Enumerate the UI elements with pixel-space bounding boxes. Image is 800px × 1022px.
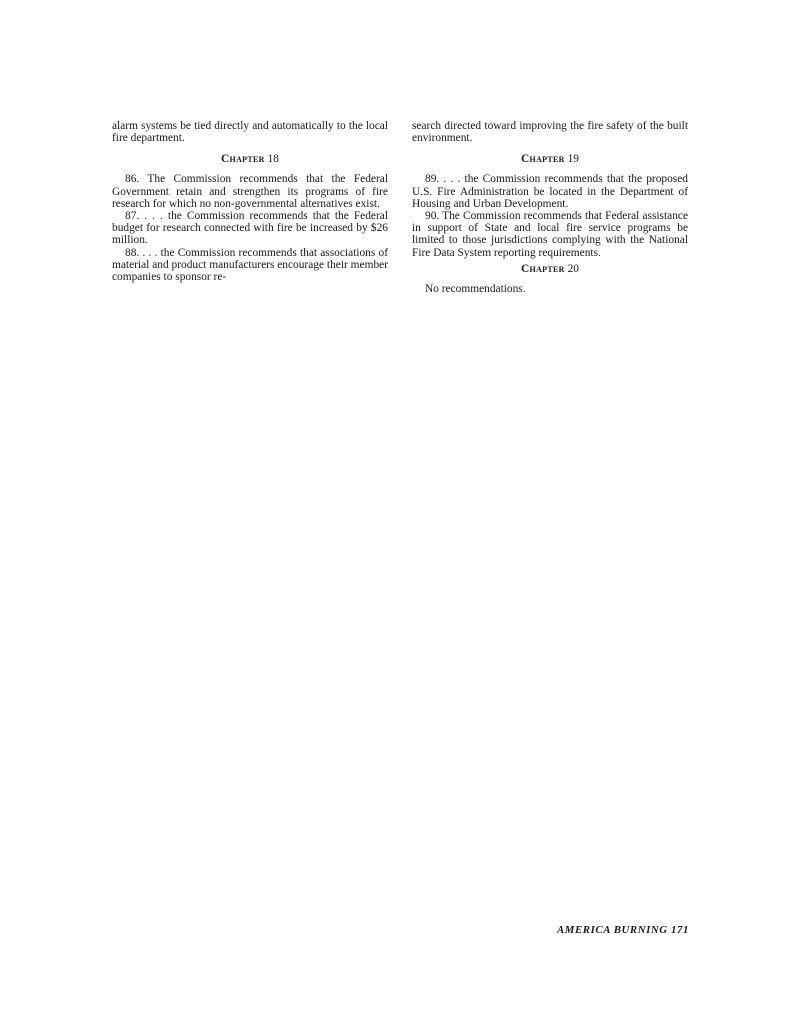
recommendation-88: 88. . . . the Commission recommends that associations of material and product manufacturers encourage their member companies to sponsor re- [112,246,388,284]
recommendation-90: 90. The Commission recommends that Federal assistance in support of State and local fire service programs be limited to those jurisdictions complying with the National Fire Data System reporting requirements. [412,210,688,259]
recommendation-86: 86. The Commission recommends that the Federal Government retain and strengthen its programs of fire research for which no non-governmental alternatives exist. [112,173,388,210]
recommendation-87: 87. . . . the Commission recommends that the Federal budget for research connected with fire be increased by $26 million. [112,210,388,247]
chapter-20-heading [412,263,688,275]
chapter-label: Chapter [521,262,565,275]
chapter-number: 20 [567,262,579,275]
chapter-label: Chapter [521,153,565,166]
chapter-20-text: No recommendations. [425,282,526,295]
right-column [412,120,688,295]
chapter-number: 19 [567,153,579,166]
continuation-text-right: search directed toward improving the fire safety of the built environment. [412,120,688,145]
recommendation-89: 89. . . . the Commission recommends that the proposed U.S. Fire Administration be located in the Department of Housing and Urban Development. [412,173,688,210]
chapter-18-heading [112,153,388,165]
continuation-text-left: alarm systems be tied directly and automatically to the local fire department. [112,120,388,145]
chapter-number: 18 [267,153,279,166]
running-footer: AMERICA BURNING 171 [557,924,689,936]
chapter-label: Chapter [221,153,265,166]
left-column [112,120,388,283]
chapter-19-heading [412,153,688,165]
